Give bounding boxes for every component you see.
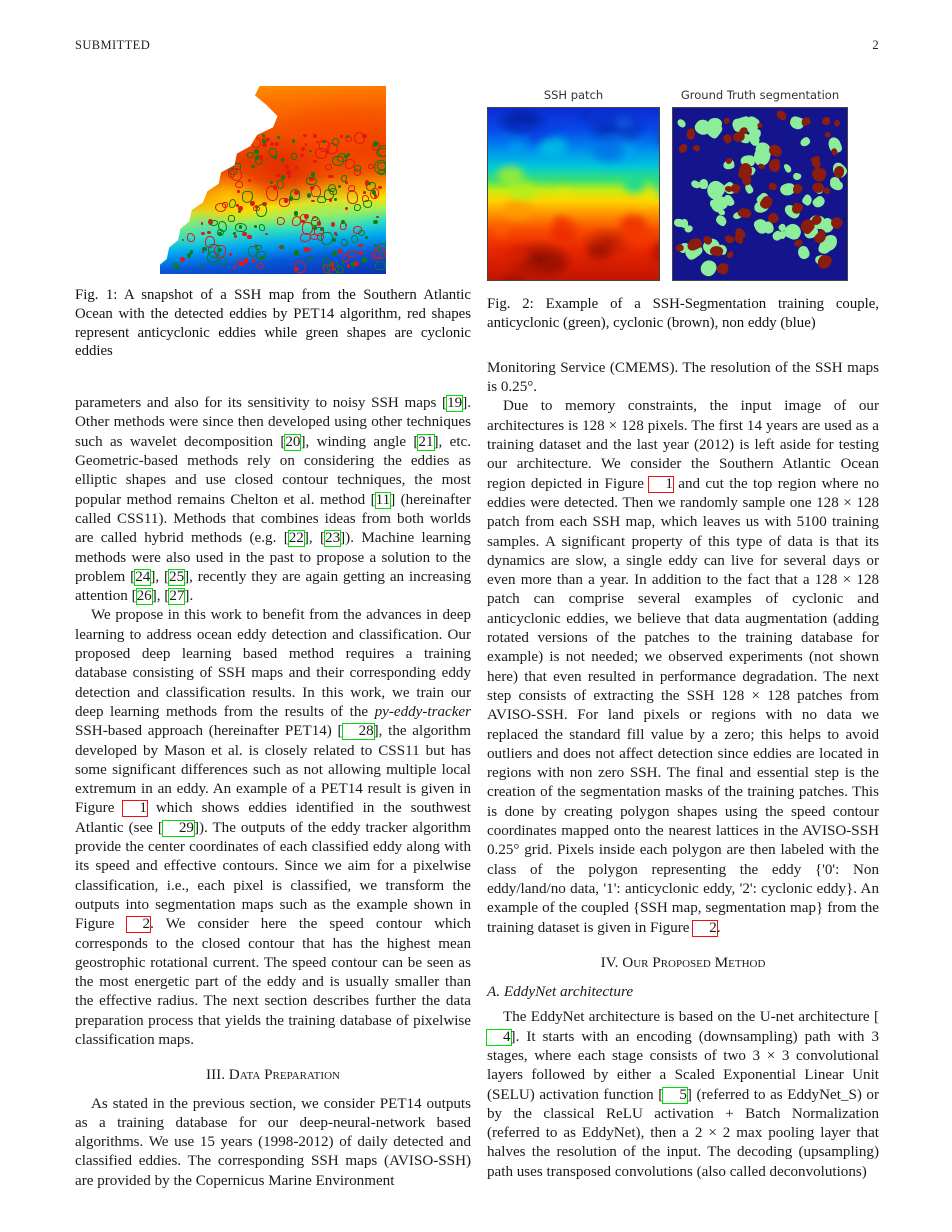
- paragraph: We propose in this work to benefit from the advances in deep learning to address ocean eddy detection and classification. Our proposed deep learning based method requires a training database consisting of SSH maps and their corresponding eddy detection and classification results. In this work, we train our deep learning methods from the results of the py-eddy-tracker SSH-based approach (hereinafter PET14) [ 28], the algorithm developed by Mason et al. is closely related to CSS11 but has some significant differences such as not allowing multiple local extremum in an eddy. An example of a PET14 result is given in Figure 1 which shows eddies identified in the southwest Atlantic (see [ 29]). The outputs of the eddy tracker algorithm provide the center coordinates of each classified eddy along with its speed and effective contours. Since we aim for a pixelwise classification, i.e., each pixel is classified, we transform the outputs into segmentation maps such as the example shown in Figure 2. We consider here the speed contour which corresponds to the closed contour that has the highest mean geostrophic rotational current. The speed contour can be seen as the most energetic part of the eddy and is usually smaller than the effective radius. The next section describes further the data preparation process that yields the training database of pixelwise classification maps.: [75, 607, 471, 1048]
- eddy-marker: [307, 256, 313, 262]
- eddy-marker: [237, 259, 244, 266]
- eddy-marker: [338, 185, 341, 188]
- eddy-marker: [256, 251, 266, 259]
- eddy-marker: [262, 143, 267, 147]
- eddy-marker: [311, 200, 314, 203]
- segmentation-blob: [752, 129, 761, 139]
- segmentation-blob: [774, 108, 787, 121]
- eddy-marker: [365, 236, 368, 239]
- eddy-marker: [256, 204, 267, 217]
- citation-link[interactable]: 4: [487, 1030, 511, 1045]
- eddy-marker: [354, 261, 359, 265]
- ssh-texture-blob: [581, 112, 592, 119]
- eddy-marker: [370, 188, 379, 199]
- ssh-patch-image: [487, 107, 660, 281]
- eddy-marker: [345, 181, 348, 184]
- eddy-marker: [328, 175, 331, 178]
- figure2-right-panel: [672, 86, 848, 281]
- eddy-marker: [175, 265, 178, 268]
- subsection-heading-eddynet-architecture: A. EddyNet architecture: [487, 983, 634, 1001]
- ssh-texture-blob: [503, 199, 533, 220]
- paragraph: Monitoring Service (CMEMS). The resolution of the SSH maps is 0.25°.: [487, 359, 879, 396]
- eddy-marker: [341, 220, 345, 224]
- eddy-marker: [300, 233, 310, 242]
- ssh-texture-blob: [601, 116, 615, 126]
- eddy-marker: [228, 215, 235, 222]
- eddy-marker: [277, 180, 284, 189]
- segmentation-blob: [812, 195, 827, 210]
- eddy-marker: [328, 184, 335, 192]
- eddy-marker: [229, 253, 232, 256]
- eddy-marker: [207, 231, 211, 235]
- ssh-noise-layer: [488, 108, 659, 280]
- eddy-marker: [325, 164, 333, 170]
- eddy-marker: [351, 235, 359, 243]
- eddy-marker: [259, 224, 266, 231]
- eddy-marker: [368, 182, 371, 185]
- segmentation-blob: [821, 116, 830, 125]
- eddy-marker: [340, 135, 343, 138]
- citation-link[interactable]: 20: [285, 433, 301, 450]
- eddy-marker: [202, 251, 205, 253]
- eddy-marker: [218, 221, 227, 232]
- eddy-marker: [254, 149, 259, 154]
- eddy-marker: [338, 249, 343, 254]
- eddy-marker: [257, 263, 263, 269]
- eddy-marker: [354, 165, 361, 172]
- eddy-marker: [233, 266, 236, 270]
- segmentation-blob: [715, 214, 729, 227]
- eddy-marker: [322, 257, 330, 266]
- eddy-marker: [250, 201, 255, 206]
- eddy-marker: [342, 261, 345, 264]
- eddy-marker: [347, 264, 350, 267]
- eddy-marker: [321, 232, 333, 245]
- eddy-marker: [362, 257, 367, 263]
- eddy-marker: [187, 233, 195, 242]
- ground-truth-segmentation-image: [672, 107, 848, 281]
- ssh-texture-blob: [652, 246, 660, 265]
- figure-ref-link[interactable]: 1: [649, 477, 673, 492]
- ssh-texture-blob: [503, 274, 526, 281]
- eddy-marker: [310, 186, 314, 190]
- eddy-marker: [259, 155, 263, 160]
- eddy-marker: [294, 250, 299, 255]
- eddy-marker: [190, 250, 193, 253]
- eddy-marker: [294, 190, 299, 195]
- eddy-marker: [247, 235, 251, 239]
- figure-ref-link[interactable]: 2: [127, 917, 151, 932]
- eddy-marker: [375, 261, 386, 270]
- citation-link[interactable]: 24: [135, 568, 151, 585]
- column-right: [487, 86, 879, 1182]
- segmentation-blob: [676, 118, 688, 129]
- segmentation-blob: [678, 143, 688, 153]
- paragraph: Due to memory constraints, the input image of our architectures is 128 × 128 pixels. The first 14 years are used as a training dataset and the last year (2012) is left aside for testing our architecture. We consider the Southern Atlantic Ocean region depicted in Figure 1 and cut the top region where no eddies were detected. Then we randomly sample one 128 × 128 patch from each SSH map, which leaves us with 5100 training samples. A significant property of this type of data is that its dynamics are slow, a single eddy can live for several days or even more than a year. In addition to the fact that a 128 × 128 patch can comprise several examples of cyclonic and anticyclonic eddies, we believe that data augmentation (adding rotated versions of the patches to the training database for example) is not needed; we observed experiments (not shown here) that even resulted in performance degradation. The next step consists of extracting the SSH 128 × 128 patches from AVISO-SSH. For land pixels or regions with no data we replaced the standard fill value by a zero; this helps to avoid outliers and does not affect detection since eddies are located in regions with non zero SSH. The final and essential step is the creation of the segmentation masks of the training patches. This is done by creating polygon shapes using the speed contour coordinates mapped onto the nearest lattices in the AVISO-SSH 0.25° grid. Pixels inside each polygon are then labeled with the class of the polygon representing the eddy {'0': Non eddy/land/no data, '1': anticyclonic eddy, '2': cyclonic eddy}. An example of the coupled {SSH map, segmentation map} from the training dataset is given in Figure 2.: [487, 398, 879, 936]
- eddy-marker: [235, 181, 243, 187]
- eddy-marker: [329, 198, 332, 202]
- segmentation-blob: [724, 235, 735, 244]
- eddy-marker: [286, 170, 291, 175]
- citation-link[interactable]: 25: [169, 568, 185, 585]
- page-header: [75, 38, 879, 53]
- citation-link[interactable]: 27: [169, 588, 185, 605]
- eddy-marker: [332, 156, 344, 166]
- eddy-marker: [313, 134, 317, 139]
- paragraph: As stated in the previous section, we consider PET14 outputs as a training database for our deep-neural-network based algorithms. We use 15 years (1998-2012) of daily detected and classified eddies. The corresponding SSH maps (AVISO-SSH) are provided by the Copernicus Marine Environment: [75, 1095, 471, 1189]
- eddy-marker: [335, 234, 339, 237]
- ground-truth-title: Ground Truth segmentation: [680, 88, 840, 102]
- eddy-marker: [374, 247, 385, 258]
- citation-link[interactable]: 26: [136, 588, 152, 605]
- ssh-texture-blob: [541, 254, 566, 272]
- eddy-marker: [276, 174, 279, 177]
- eddy-marker: [281, 175, 285, 180]
- eddy-marker: [347, 190, 358, 203]
- segmentation-blob: [708, 117, 723, 130]
- eddy-marker: [306, 177, 316, 185]
- ssh-texture-blob: [504, 246, 528, 263]
- eddy-marker: [230, 168, 242, 181]
- segmentation-blob: [782, 162, 792, 173]
- segmentation-blob: [687, 128, 695, 139]
- eddy-marker: [354, 132, 365, 144]
- eddy-marker: [374, 160, 386, 173]
- segmentation-blob: [708, 245, 723, 258]
- eddy-marker: [325, 149, 329, 154]
- eddy-marker: [302, 154, 305, 156]
- eddy-marker: [238, 206, 243, 211]
- paragraph: The EddyNet architecture is based on the U-net architecture [4]. It starts with an encoding (downsampling) path with 3 stages, where each stage consists of two 3 × 3 convolutional layers followed by either a Scaled Exponential Linear Unit (SELU) activation function [ 5] (referred to as EddyNet_S) or by the classical ReLU activation + Batch Normalization (referred to as EddyNet), then a 2 × 2 max pooling layer that halves the resolution of the input. The decoding (upsampling) path uses transposed convolutions (also called deconvolutions): [487, 1009, 879, 1180]
- citation-link[interactable]: 28: [343, 724, 374, 739]
- citation-link[interactable]: 11: [375, 491, 391, 508]
- figure1-caption: [75, 286, 471, 361]
- eddy-marker: [270, 181, 273, 184]
- paragraph: parameters and also for its sensitivity to noisy SSH maps [19]. Other methods were since then developed using other techniques such as wavelet decomposition [20], winding angle [21], etc. Geometric-based methods rely on considering the eddies as elliptic shapes and use closed contour techniques, the most popular method remains Chelton et al. method [11] (hereinafter called CSS11). Methods that combines ideas from both worlds are called hybrid methods (e.g. [22], [23]). Machine learning methods were also used in the past to propose a solution to the problem [24], [25], recently they are again getting an increasing attention [26], [27].: [75, 395, 471, 605]
- segmentation-blob: [801, 116, 811, 126]
- citation-link[interactable]: 5: [663, 1088, 687, 1103]
- eddy-marker: [346, 135, 349, 138]
- eddy-marker: [281, 245, 284, 249]
- eddy-marker: [309, 150, 312, 152]
- segmentation-blob: [833, 119, 841, 127]
- eddy-marker: [354, 204, 361, 211]
- eddy-marker: [291, 153, 298, 159]
- eddy-marker: [237, 190, 241, 193]
- page-number: 2: [872, 38, 879, 52]
- ssh-texture-blob: [624, 226, 652, 245]
- figure2-caption-text: Fig. 2: Example of a SSH-Segmentation training couple, anticyclonic (green), cyclonic (brown), non eddy (blue): [487, 296, 879, 332]
- italic-term: py-eddy-tracker: [374, 703, 471, 720]
- segmentation-blob: [799, 136, 812, 149]
- eddy-marker: [285, 165, 289, 170]
- eddy-marker: [358, 244, 362, 248]
- ssh-texture-blob: [539, 137, 567, 156]
- eddy-marker: [303, 134, 307, 137]
- eddy-marker: [373, 141, 378, 147]
- eddy-marker: [201, 265, 204, 268]
- eddy-marker: [279, 198, 290, 207]
- figure-ref-link[interactable]: 1: [123, 801, 147, 816]
- ssh-patch-title: SSH patch: [543, 88, 604, 102]
- citation-link[interactable]: 21: [418, 433, 434, 450]
- eddy-marker: [219, 257, 227, 266]
- segmentation-blob: [792, 172, 802, 182]
- eddy-marker: [266, 186, 278, 200]
- eddy-marker: [234, 235, 237, 238]
- eddy-marker: [187, 253, 191, 258]
- eddy-marker: [376, 216, 379, 219]
- running-head: SUBMITTED: [75, 38, 151, 52]
- eddy-marker: [311, 217, 320, 226]
- figure2-images: [487, 86, 879, 281]
- section-heading-our-proposed-method: IV. Our Proposed Method: [600, 953, 766, 971]
- segmentation-blob: [768, 183, 777, 191]
- eddy-marker: [378, 186, 382, 189]
- ssh-texture-blob: [497, 166, 525, 185]
- eddy-marker: [205, 236, 215, 248]
- eddy-marker: [273, 156, 277, 160]
- ssh-texture-blob: [613, 116, 633, 130]
- eddy-marker: [332, 251, 337, 256]
- eddy-marker: [254, 225, 257, 228]
- figure1-caption-text: Fig. 1: A snapshot of a SSH map from the Southern Atlantic Ocean with the detected eddies by PET14 algorithm, red shapes represent anticyclonic eddies while green shapes are cyclonic eddies: [75, 287, 471, 360]
- eddy-marker: [313, 160, 317, 163]
- segmentation-blob: [724, 117, 730, 123]
- eddy-marker: [180, 257, 185, 262]
- eddy-marker: [229, 199, 236, 207]
- eddy-marker: [347, 153, 350, 156]
- eddy-marker: [201, 222, 204, 225]
- segmentation-blob-layer: [673, 108, 847, 280]
- eddy-marker: [301, 147, 305, 151]
- eddy-marker: [373, 220, 378, 224]
- eddy-marker: [288, 175, 291, 178]
- eddy-marker: [294, 211, 299, 215]
- eddy-marker: [295, 166, 298, 169]
- segmentation-blob: [716, 262, 730, 276]
- eddy-marker: [363, 191, 366, 194]
- eddy-marker: [210, 220, 217, 226]
- ssh-texture-blob: [494, 226, 508, 236]
- ssh-texture-blob: [587, 243, 611, 260]
- citation-link[interactable]: 23: [325, 530, 341, 547]
- segmentation-blob: [691, 143, 701, 153]
- eddy-marker: [201, 232, 205, 235]
- ssh-texture-blob: [516, 120, 531, 130]
- column-left: [75, 86, 471, 1191]
- eddy-marker: [304, 247, 309, 252]
- eddy-marker: [295, 267, 299, 271]
- eddy-marker: [331, 222, 335, 227]
- eddy-marker: [358, 230, 365, 237]
- ssh-texture-blob: [659, 131, 660, 147]
- eddy-marker: [275, 142, 278, 145]
- eddy-marker: [289, 196, 294, 201]
- eddy-marker: [182, 239, 185, 242]
- eddy-marker: [345, 207, 348, 210]
- eddy-marker: [332, 138, 338, 146]
- eddy-marker: [270, 142, 274, 146]
- eddy-marker: [281, 158, 284, 162]
- eddy-marker: [251, 165, 255, 168]
- segmentation-blob: [829, 179, 843, 190]
- eddy-marker: [235, 223, 247, 232]
- eddy-marker: [222, 202, 228, 208]
- segmentation-blob: [769, 159, 780, 172]
- ssh-texture-blob: [559, 189, 571, 197]
- eddy-marker: [292, 139, 295, 143]
- eddy-marker: [292, 216, 302, 226]
- ssh-texture-blob: [551, 227, 575, 244]
- figure-ref-link[interactable]: 2: [693, 921, 717, 936]
- ssh-texture-blob: [509, 142, 524, 153]
- eddy-marker: [247, 152, 253, 157]
- eddy-marker: [359, 251, 363, 255]
- citation-link[interactable]: 19: [447, 395, 463, 412]
- citation-link[interactable]: 22: [288, 530, 304, 547]
- eddy-marker: [277, 136, 280, 139]
- eddy-marker: [248, 179, 251, 182]
- figure1-ssh-map-image: [160, 86, 386, 274]
- figure2-caption: [487, 295, 879, 333]
- eddy-marker: [265, 233, 268, 235]
- eddy-marker: [334, 198, 338, 201]
- section-heading-data-preparation: III. Data Preparation: [206, 1066, 340, 1084]
- eddy-marker: [363, 200, 373, 208]
- eddy-marker: [305, 143, 308, 146]
- eddy-marker: [244, 259, 248, 264]
- citation-link[interactable]: 29: [163, 821, 194, 836]
- eddy-marker: [304, 214, 309, 220]
- eddy-marker: [341, 239, 349, 246]
- figure2-left-panel: [487, 86, 660, 281]
- eddy-marker: [252, 259, 256, 262]
- eddy-marker: [277, 217, 285, 225]
- eddy-marker: [242, 232, 246, 237]
